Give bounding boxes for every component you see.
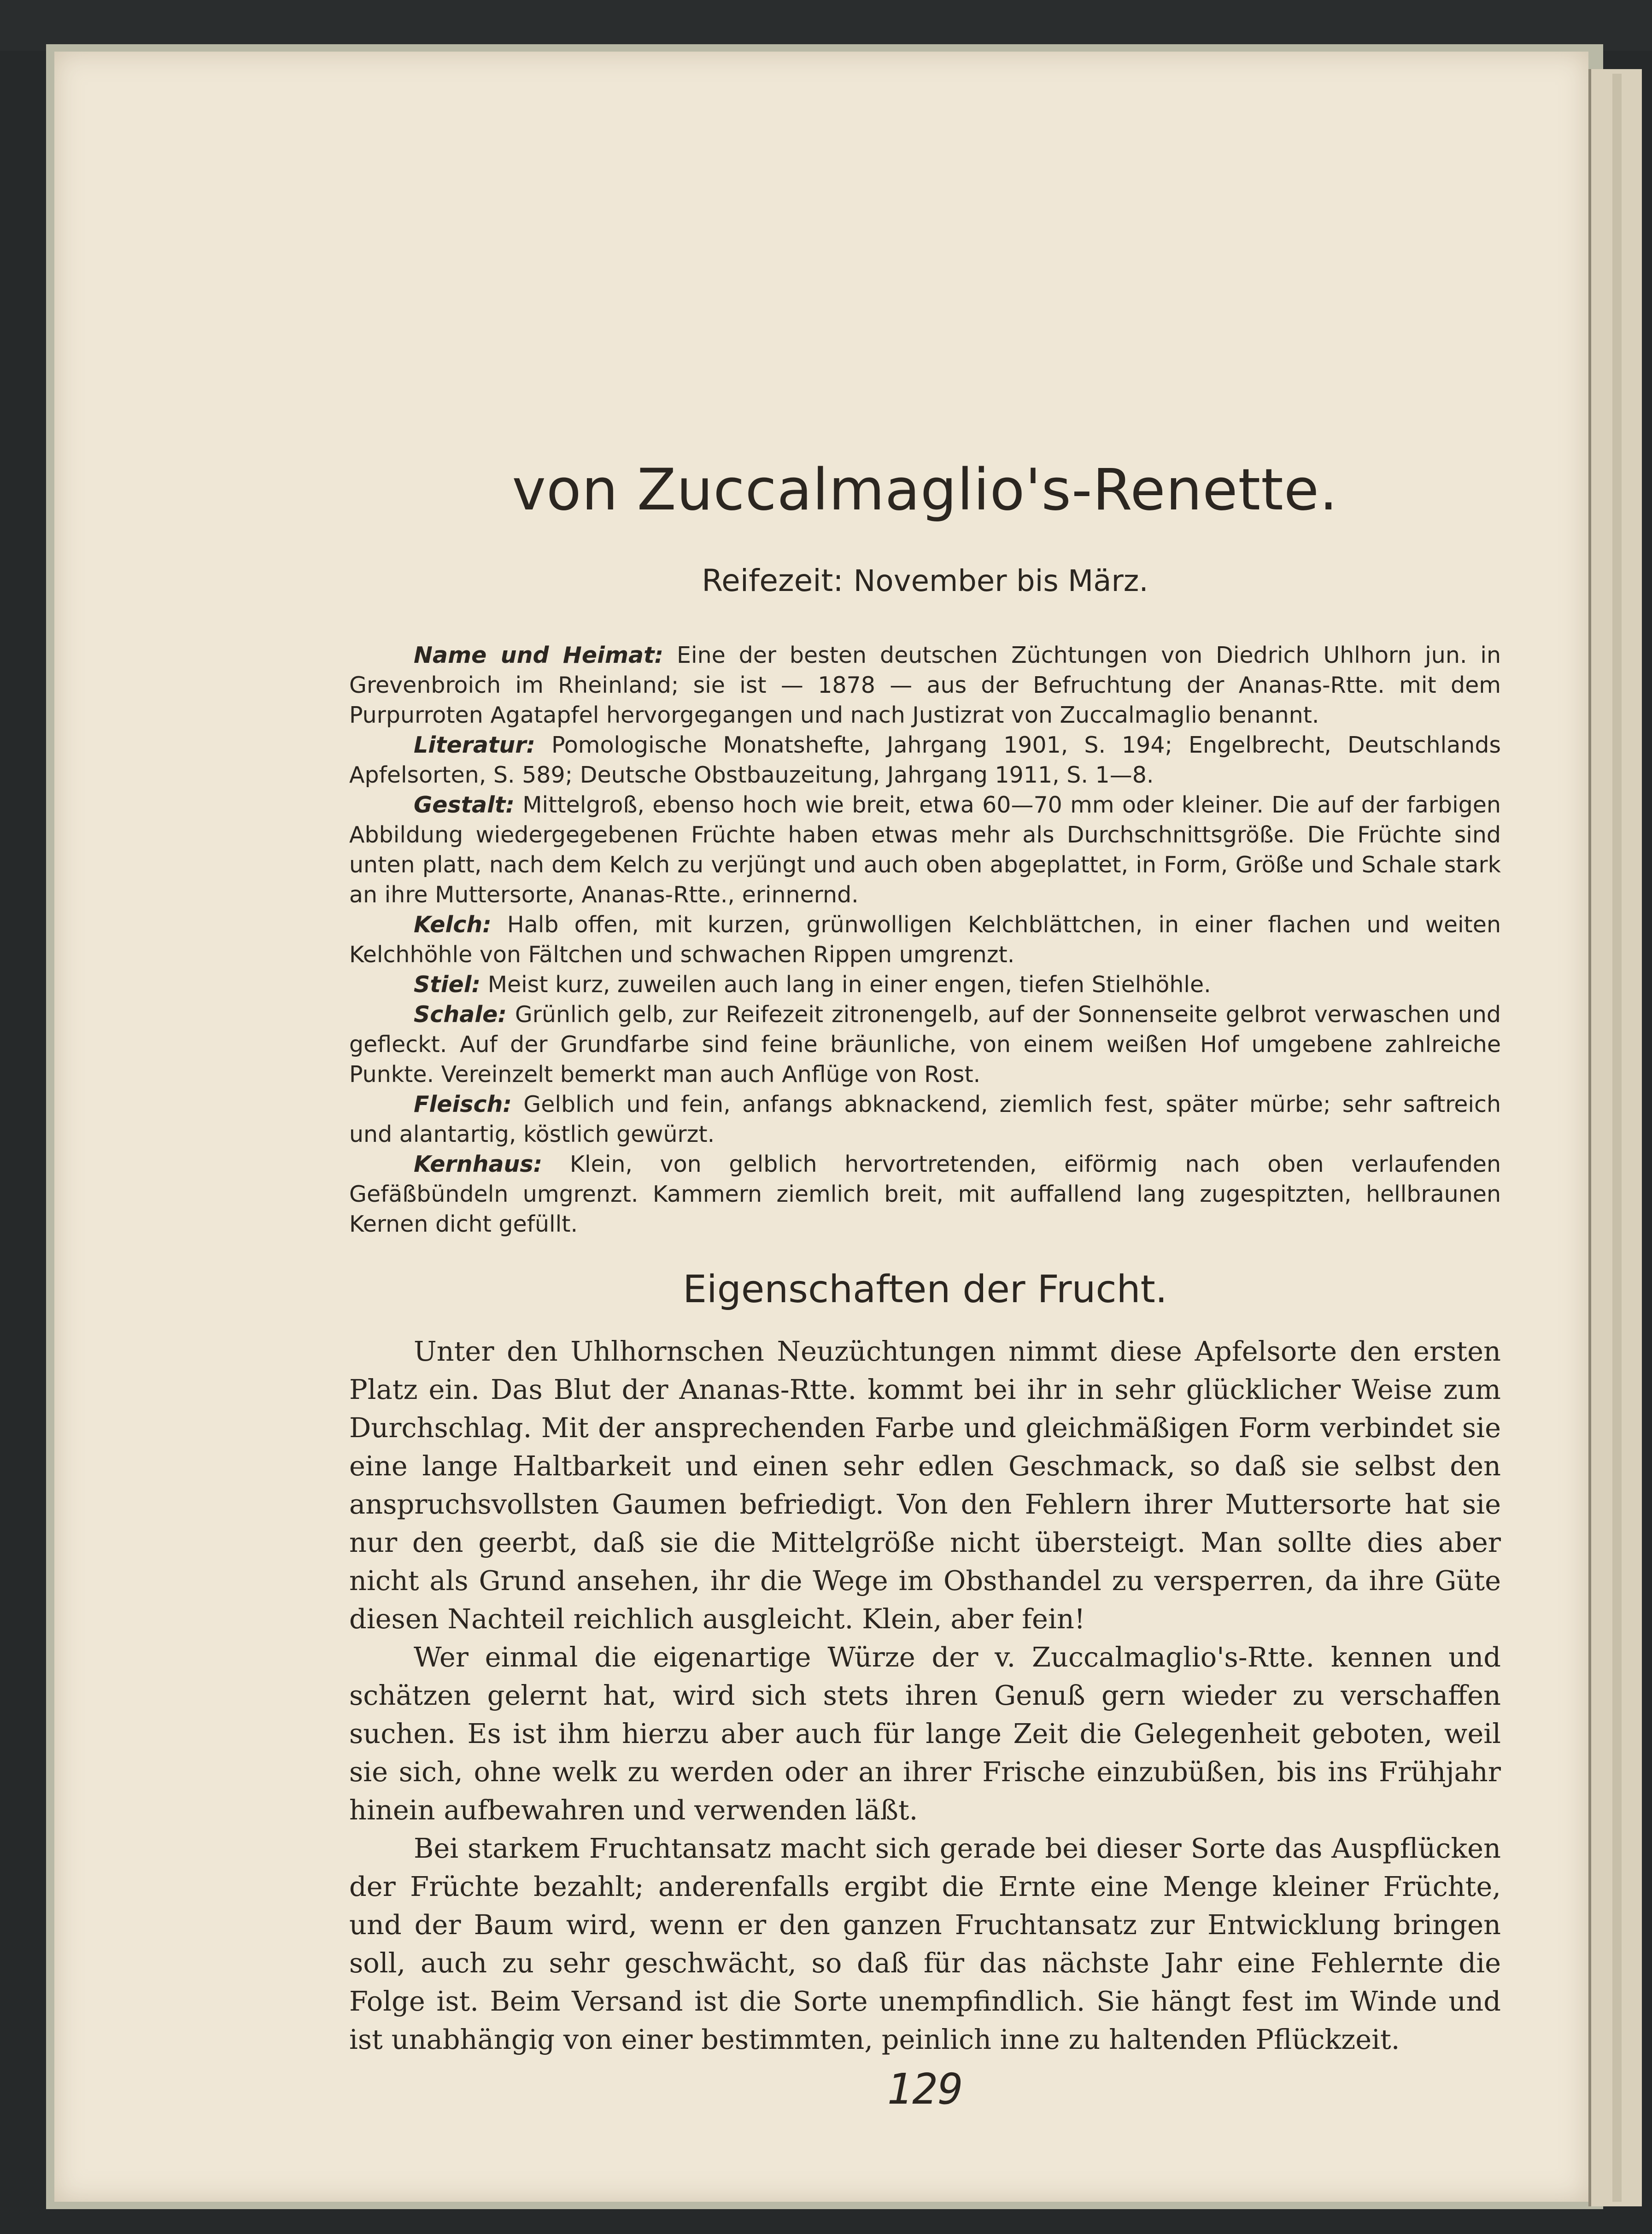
- description-text: Klein, von gelblich hervortretenden, eiförmig nach oben verlaufenden Gefäßbündeln umgrenzt. Kammern ziemlich breit, mit auffallend lang zugespitzten, hellbraunen Kernen dicht gefüllt.: [349, 1151, 1501, 1237]
- description-text: Gelblich und fein, anfangs abknackend, ziemlich fest, später mürbe; sehr saftreich und alantartig, köstlich gewürzt.: [349, 1091, 1501, 1147]
- ripening-time-label: Reifezeit:: [702, 563, 844, 598]
- description-entry: [349, 910, 1501, 970]
- description-text: Halb offen, mit kurzen, grünwolligen Kelchblättchen, in einer flachen und weiten Kelchhöhle von Fältchen und schwachen Rippen umgrenzt.: [349, 912, 1501, 968]
- description-text: Mittelgroß, ebenso hoch wie breit, etwa 60—70 mm oder kleiner. Die auf der farbigen Abbildung wiedergegebenen Früchte haben etwas mehr als Durchschnittsgröße. Die Früchte sind unten platt, nach dem Kelch zu verjüngt und auch oben abgeplattet, in Form, Größe und Schale stark an ihre Muttersorte, Ananas-Rtte., erinnernd.: [349, 792, 1501, 908]
- scan-background: [0, 0, 1652, 51]
- body-paragraph: Wer einmal die eigenartige Würze der v. Zuccalmaglio's-Rtte. kennen und schätzen gelernt hat, wird sich stets ihren Genuß gern wieder zu verschaffen suchen. Es ist ihm hierzu aber auch für lange Zeit die Gelegenheit geboten, weil sie sich, ohne welk zu werden oder an ihrer Frische einzubüßen, bis ins Frühjahr hinein aufbewahren und verwenden läßt.: [349, 1641, 1501, 1826]
- description-key: Kernhaus:: [414, 1151, 543, 1177]
- ripening-time-value: November bis März.: [853, 564, 1148, 598]
- description-entry: [349, 790, 1501, 910]
- page-number: 129: [886, 2064, 964, 2114]
- description-key: Schale:: [414, 1001, 507, 1028]
- description-text: Pomologische Monatshefte, Jahrgang 1901, S. 194; Engelbrecht, Deutschlands Apfelsorten, S. 589; Deutsche Obstbauzeitung, Jahrgang 1911, S. 1—8.: [349, 732, 1501, 788]
- body-paragraph: Unter den Uhlhornschen Neuzüchtungen nimmt diese Apfelsorte den ersten Platz ein. Das Blut der Ananas-Rtte. kommt bei ihr in sehr glücklicher Weise zum Durchschlag. Mit der ansprechenden Farbe und gleichmäßigen Form verbindet sie eine lange Haltbarkeit und einen sehr edlen Geschmack, so daß sie selbst den anspruchsvollsten Gaumen befriedigt. Von den Fehlern ihrer Muttersorte hat sie nur den geerbt, daß sie die Mittelgröße nicht übersteigt. Man sollte dies aber nicht als Grund ansehen, ihr die Wege im Obsthandel zu versperren, da ihre Güte diesen Nachteil reichlich ausgleicht. Klein, aber fein!: [349, 1335, 1501, 1635]
- description-entry: [349, 1089, 1501, 1149]
- description-entry: [349, 730, 1501, 790]
- description-entry: [349, 1149, 1501, 1239]
- description-text: Meist kurz, zuweilen auch lang in einer engen, tiefen Stielhöhle.: [487, 971, 1211, 998]
- description-key: Literatur:: [414, 732, 535, 758]
- page-title: von Zuccalmaglio's-Renette.: [512, 457, 1338, 523]
- description-key: Name und Heimat:: [414, 642, 664, 668]
- section-body: [349, 1332, 1501, 2059]
- section-title: Eigenschaften der Frucht.: [683, 1268, 1167, 1311]
- variety-description: [349, 640, 1501, 1239]
- description-entry: [349, 970, 1501, 1000]
- page-content: [349, 52, 1501, 2202]
- description-key: Gestalt:: [414, 792, 515, 818]
- description-entry: [349, 640, 1501, 730]
- description-text: Grünlich gelb, zur Reifezeit zitronengelb, auf der Sonnenseite gelbrot verwaschen und gefleckt. Auf der Grundfarbe sind feine bräunliche, von einem weißen Hof umgebene zahlreiche Punkte. Vereinzelt bemerkt man auch Anflüge von Rost.: [349, 1001, 1501, 1088]
- facing-page-strip: [1612, 74, 1622, 2202]
- description-entry: [349, 1000, 1501, 1089]
- description-text: Eine der besten deutschen Züchtungen von Diedrich Uhlhorn jun. in Grevenbroich im Rheinland; sie ist — 1878 — aus der Befruchtung der Ananas-Rtte. mit dem Purpurroten Agatapfel hervorgegangen und nach Justizrat von Zuccalmaglio benannt.: [349, 642, 1501, 728]
- ripening-time: [349, 563, 1501, 598]
- description-key: Kelch:: [414, 912, 492, 938]
- description-key: Fleisch:: [414, 1091, 512, 1117]
- body-paragraph: Bei starkem Fruchtansatz macht sich gerade bei dieser Sorte das Auspflücken der Früchte bezahlt; anderenfalls ergibt die Ernte eine Menge kleiner Früchte, und der Baum wird, wenn er den ganzen Fruchtansatz zur Entwicklung bringen soll, auch zu sehr geschwächt, so daß für das nächste Jahr eine Fehlernte die Folge ist. Beim Versand ist die Sorte unempfindlich. Sie hängt fest im Winde und ist unabhängig von einer bestimmten, peinlich inne zu haltenden Pflückzeit.: [349, 1832, 1501, 2055]
- description-key: Stiel:: [414, 971, 481, 998]
- book-page: [54, 52, 1588, 2202]
